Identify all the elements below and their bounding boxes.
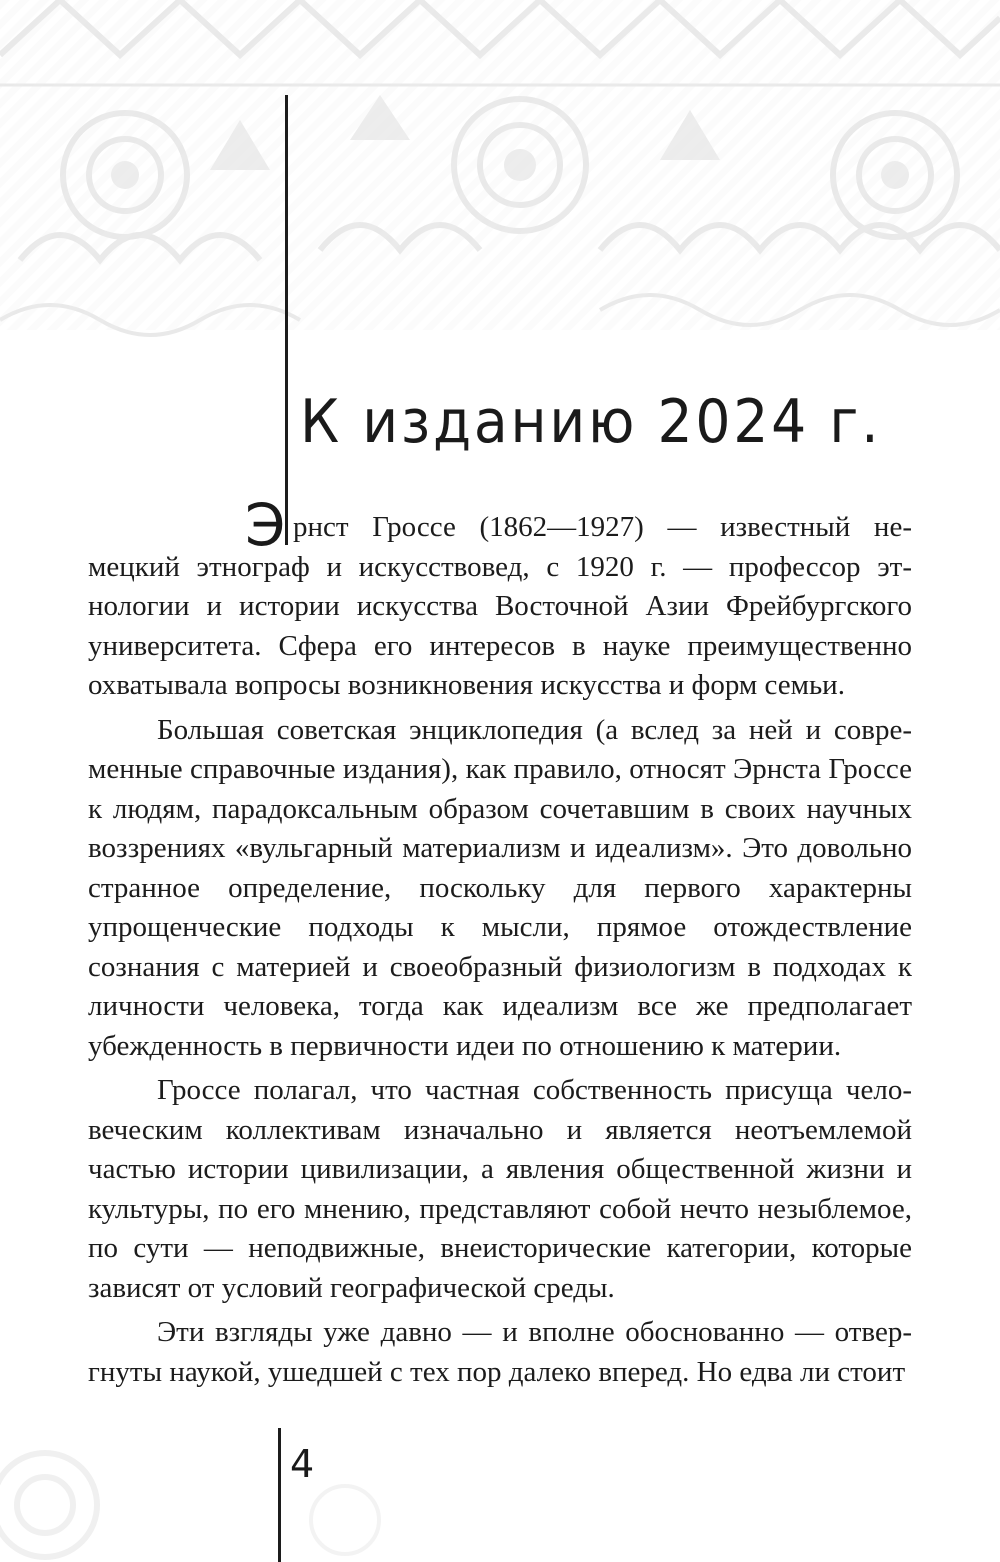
vertical-rule-bottom (278, 1428, 281, 1562)
paragraph-1 (88, 491, 912, 706)
page-number: 4 (290, 1442, 315, 1486)
drop-cap: Э (245, 491, 286, 559)
vertical-rule-top (285, 95, 288, 545)
paragraph-4: Эти взгляды уже давно — и вполне обоснованно — отвергнуты наукой, ушедшей с тех пор далеко вперед. Но едва ли стоит (88, 1316, 912, 1388)
text-body (88, 491, 912, 1392)
chapter-title: К изданию 2024 г. (300, 387, 882, 457)
paragraph-2: Большая советская энциклопедия (а вслед за ней и современные справочные издания), как правило, относят Эрнста Гроссе к людям, парадоксальным образом сочетавшим в своих научных воззрениях «вульгарный материализм и идеализм». Это довольно странное определение, поскольку для первого характерны упрощенческие подходы к мысли, прямое отождествление сознания с материей и своеобразный физиологизм в подходах к личности человека, тогда как идеализм все же предполагает убежденность в первичности идеи по отношению к материи. (88, 713, 912, 1062)
paragraph-3: Гроссе полагал, что частная собственность присуща человеческим коллективам изначально и является неотъемлемой частью истории цивилизации, а явления общественной жизни и культуры, по его мнению, представляют собой нечто незыблемое, по сути — неподвижные, внеисторические категории, которые зависят от условий географической среды. (88, 1074, 912, 1304)
paragraph-1-text: рнст Гроссе (1862—1927) — известный немецкий этнограф и искусствовед, с 1920 г. — профессор этнологии и истории искусства Восточной Азии Фрейбургского университета. Сфера его интересов в науке преимущественно охватывала вопросы возникновения искусства и форм семьи. (88, 511, 912, 701)
drop-cap-wrapper (88, 491, 293, 559)
